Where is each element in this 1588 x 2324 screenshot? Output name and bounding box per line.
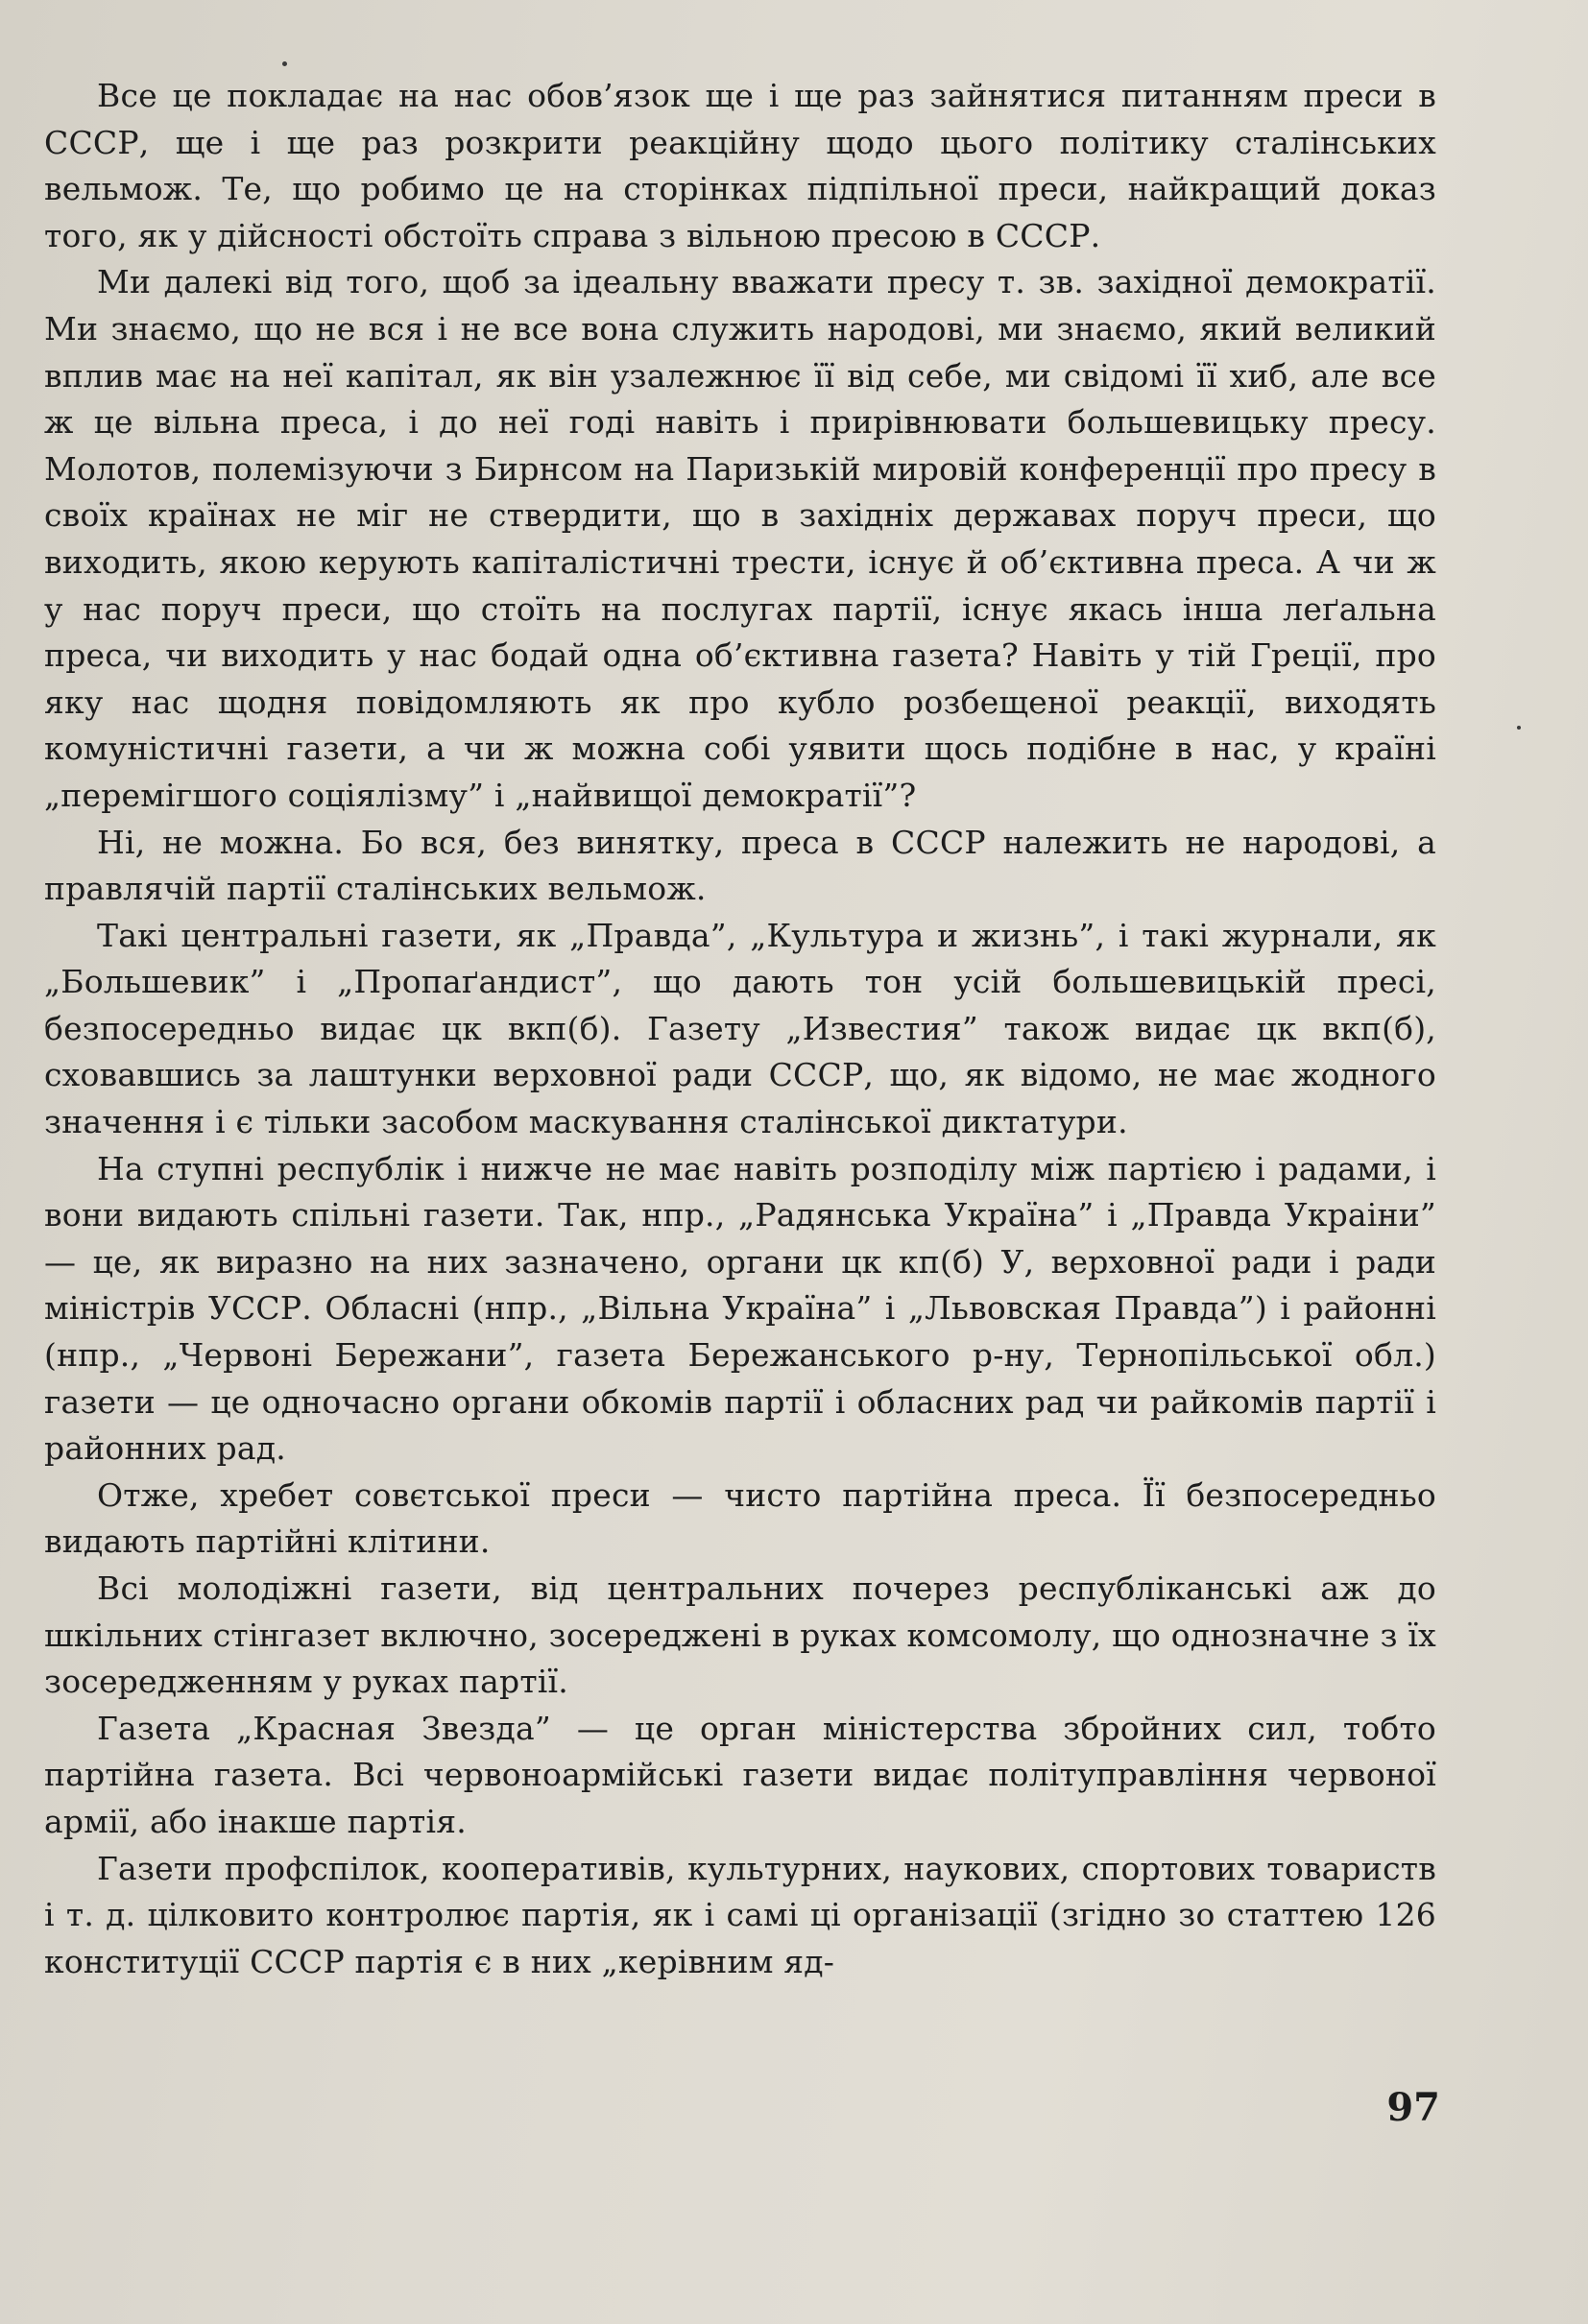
paragraph: Все це покладає на нас обов’язок ще і ще раз зайнятися питанням преси в СССР, ще і ще раз розкрити реакційну щодо цього політику сталінських вельмож. Те, що робимо це на сторінках підпільної преси, найкращий доказ того, як у дійсності обстоїть справа з вільною пресою в СССР. bbox=[44, 77, 1436, 254]
paragraph: На ступні республік і нижче не має навіть розподілу між партією і радами, і вони видають спільні газети. Так, нпр., „Радянська Україна” і „Правда Украіни” — це, як виразно на них зазначено, органи цк кп(б) У, верховної ради і ради міністрів УССР. Обласні (нпр., „Вільна Україна” і „Львовская Правда”) і районні (нпр., „Червоні Бережани”, газета Бережанського р-ну, Тернопільської обл.) газети — це одночасно органи обкомів партії і обласних рад чи райкомів партії і районних рад. bbox=[44, 1149, 1436, 1468]
paragraph: Ні, не можна. Бо вся, без винятку, преса в СССР належить не народові, а правлячій партії сталінських вельмож. bbox=[44, 823, 1436, 908]
page-number: 97 bbox=[1386, 2085, 1440, 2130]
body-text bbox=[44, 73, 1436, 1985]
paragraph: Газета „Красная Звезда” — це орган міністерства збройних сил, тобто партійна газета. Всі червоноармійські газети видає політуправління червоної армії, або інакше партія. bbox=[44, 1709, 1436, 1840]
paragraph: Отже, хребет совєтської преси — чисто партійна преса. Її безпосередньо видають партійні клітини. bbox=[44, 1475, 1436, 1561]
paragraph: Такі центральні газети, як „Правда”, „Культура и жизнь”, і такі журнали, як „Большевик” і „Пропаґандист”, що дають тон усій большевицькій пресі, безпосередньо видає цк вкп(б). Газету „Известия” також видає цк вкп(б), сховавшись за лаштунки верховної ради СССР, що, як відомо, не має жодного значення і є тільки засобом маскування сталінської диктатури. bbox=[44, 916, 1436, 1141]
paragraph: Газети профспілок, кооперативів, культурних, наукових, спортових товариств і т. д. цілковито контролює партія, як і самі ці організації (згідно зо статтею 126 конституції СССР партія є в них „керівним яд- bbox=[44, 1849, 1436, 1980]
paper-speck bbox=[1517, 726, 1521, 730]
paper-speck bbox=[282, 61, 287, 66]
paragraph: Всі молодіжні газети, від центральних почерез республіканські аж до шкільних стінгазет включно, зосереджені в руках комсомолу, що однозначне з їх зосередженням у руках партії. bbox=[44, 1569, 1436, 1701]
paragraph: Ми далекі від того, щоб за ідеальну вважати пресу т. зв. західної демократії. Ми знаємо, що не вся і не все вона служить народові, ми знаємо, який великий вплив має на неї капітал, як він узалежнює її від себе, ми свідомі її хиб, але все ж це вільна преса, і до неї годі навіть і прирівнювати большевицьку пресу. Молотов, полемізуючи з Бирнсом на Паризькій мировій конференції про пресу в своїх країнах не міг не ствердити, що в західніх державах поруч преси, що виходить, якою керують капіталістичні трести, існує й об’єктивна преса. А чи ж у нас поруч преси, що стоїть на послугах партії, існує якась інша леґальна преса, чи виходить у нас бодай одна об’єктивна газета? Навіть у тій Греції, про яку нас щодня повідомляють як про кубло розбещеної реакції, виходять комуністичні газети, а чи ж можна собі уявити щось подібне в нас, у країні „перемігшого соціялізму” і „найвищої демократії”? bbox=[44, 263, 1436, 814]
